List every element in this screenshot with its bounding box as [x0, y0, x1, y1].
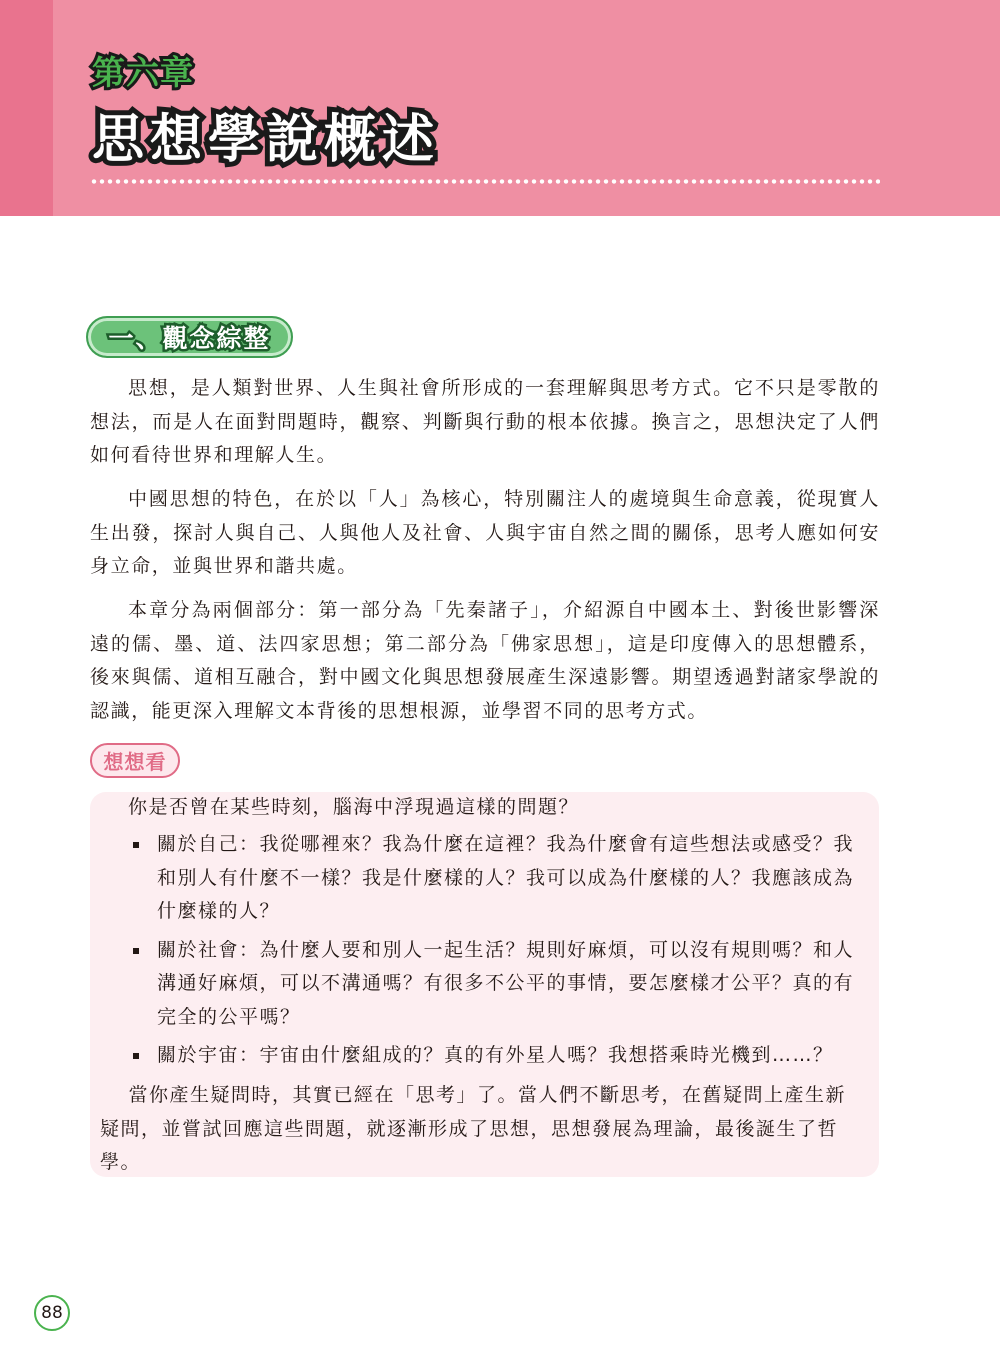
list-item: [130, 1039, 870, 1073]
think-label-pill: [90, 743, 180, 778]
page-number: 88: [41, 1303, 63, 1323]
chapter-title: 思想學說概述: [92, 110, 441, 170]
dotted-divider: [90, 179, 880, 184]
question-universe: 關於宇宙：宇宙由什麼組成的？真的有外星人嗎？我想搭乘時光機到……？: [157, 1044, 834, 1066]
question-society: 關於社會：為什麼人要和別人一起生活？規則好麻煩，可以沒有規則嗎？和人溝通好麻煩，可以不溝通嗎？有很多不公平的事情，要怎麼樣才公平？真的有完全的公平嗎？: [157, 938, 855, 1028]
list-item: [130, 934, 870, 1035]
page-number-badge: [34, 1295, 70, 1331]
think-intro: 你是否曾在某些時刻，腦海中浮現過這樣的問題？: [128, 796, 580, 818]
square-bullet-icon: [133, 1053, 139, 1059]
list-item: [130, 828, 870, 929]
question-self: 關於自己：我從哪裡來？我為什麼在這裡？我為什麼會有這些想法或感受？我和別人有什麼不一樣？我是什麼樣的人？我可以成為什麼樣的人？我應該成為什麼樣的人？: [157, 833, 855, 922]
section-heading: 一、觀念綜整: [108, 324, 271, 353]
section-heading-pill: [86, 316, 293, 358]
banner-side-strip: [0, 0, 53, 216]
think-conclusion: 當你產生疑問時，其實已經在「思考」了。當人們不斷思考，在舊疑問上產生新疑問，並嘗試回應這些問題，就逐漸形成了思想，思想發展為理論，最後誕生了哲學。: [100, 1084, 847, 1173]
think-label: 想想看: [103, 750, 167, 774]
intro-paragraph-3: 本章分為兩個部分：第一部分為「先秦諸子」，介紹源自中國本土、對後世影響深遠的儒、墨、道、法四家思想；第二部分為「佛家思想」，這是印度傳入的思想體系，後來與儒、道相互融合，對中國文化與思想發展產生深遠影響。期望透過對諸家學說的認識，能更深入理解文本背後的思想根源，並學習不同的思考方式。: [90, 599, 880, 722]
intro-paragraph-1: 思想，是人類對世界、人生與社會所形成的一套理解與思考方式。它不只是零散的想法，而是人在面對問題時，觀察、判斷與行動的根本依據。換言之，思想決定了人們如何看待世界和理解人生。: [90, 377, 880, 466]
square-bullet-icon: [133, 842, 139, 848]
intro-paragraph-2: 中國思想的特色，在於以「人」為核心，特別關注人的處境與生命意義，從現實人生出發，探討人與自己、人與他人及社會、人與宇宙自然之間的關係，思考人應如何安身立命，並與世界和諧共處。: [90, 488, 880, 577]
chapter-label: 第六章: [92, 53, 194, 92]
think-question-list: [130, 828, 870, 1078]
square-bullet-icon: [133, 948, 139, 954]
